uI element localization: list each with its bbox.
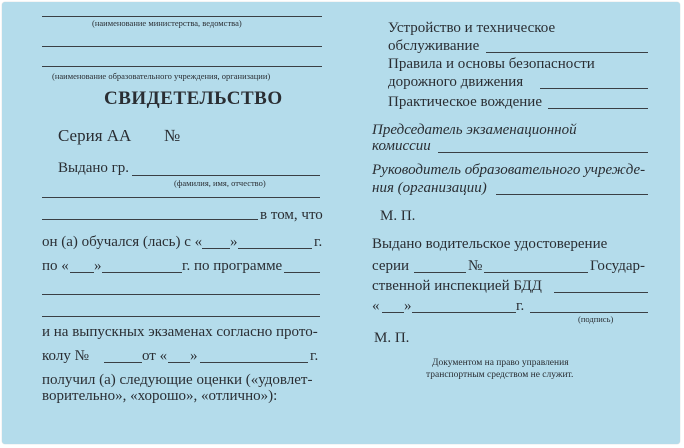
series-label: Серия АА xyxy=(58,126,132,145)
by-program-text: г. по программе xyxy=(182,258,283,274)
by-month-line xyxy=(102,272,182,273)
license-month-line xyxy=(412,312,516,313)
fio-line-2 xyxy=(42,197,320,198)
studied-from-text: он (а) обучался (лась) с « xyxy=(42,234,203,250)
state-text: Государ- xyxy=(590,258,646,274)
head-signature-line xyxy=(496,194,648,195)
protocol-month-line xyxy=(200,362,308,363)
institution-caption: (наименование образовательного учреждения, организации) xyxy=(52,71,271,81)
rules-subject-2: дорожного движения xyxy=(388,74,524,90)
inspection-line xyxy=(554,292,648,293)
by-from-text: по « xyxy=(42,258,69,274)
by-day-line xyxy=(70,272,94,273)
studied-month-line xyxy=(238,248,312,249)
rules-subject-1: Правила и основы безопасности xyxy=(388,56,595,72)
practical-grade-line xyxy=(548,108,648,109)
number-sign: № xyxy=(164,126,181,145)
signature-line xyxy=(530,312,648,313)
license-date-open: « xyxy=(372,298,380,314)
stamp-place-2: М. П. xyxy=(374,330,410,346)
grades-text-2: ворительно», «хорошо», «отлично»): xyxy=(42,388,278,404)
chairman-label-2: комиссии xyxy=(372,138,431,154)
document-title: СВИДЕТЕЛЬСТВО xyxy=(104,88,283,109)
device-grade-line xyxy=(486,52,648,53)
stamp-place-1: М. П. xyxy=(380,208,416,224)
note-line-2: транспортным средством не служит. xyxy=(426,370,574,380)
protocol-from-text: от « xyxy=(142,348,168,364)
rules-grade-line xyxy=(540,88,648,89)
program-line-2 xyxy=(42,294,320,295)
issued-to-label: Выдано гр. xyxy=(58,160,130,176)
license-number-sign: № xyxy=(468,258,483,274)
chairman-label-1: Председатель экзаменационной xyxy=(372,122,577,138)
license-date-year: г. xyxy=(516,298,525,314)
license-date-mid: » xyxy=(404,298,412,314)
ministry-line xyxy=(42,16,322,17)
ministry-caption: (наименование министерства, ведомства) xyxy=(92,18,242,28)
license-series-line xyxy=(414,272,466,273)
fio-line xyxy=(132,175,320,176)
protocol-day-line xyxy=(168,362,190,363)
inspection-text: ственной инспекцией БДД xyxy=(372,278,542,294)
device-subject-2: обслуживание xyxy=(388,38,480,54)
practical-subject: Практическое вождение xyxy=(388,94,542,110)
studied-year: г. xyxy=(314,234,323,250)
institution-line-2 xyxy=(42,66,322,67)
in-that-text: в том, что xyxy=(260,207,323,223)
protocol-number-text: колу № xyxy=(42,348,89,364)
license-number-line xyxy=(484,272,588,273)
signature-caption: (подпись) xyxy=(578,314,614,324)
fio-caption: (фамилия, имя, отчество) xyxy=(174,178,266,188)
license-series-label: серии xyxy=(372,258,410,274)
fio-line-3 xyxy=(42,219,258,220)
program-line xyxy=(284,272,320,273)
institution-line-1 xyxy=(42,46,322,47)
license-issued-text: Выдано водительское удостоверение xyxy=(372,236,608,252)
grades-text-1: получил (а) следующие оценки («удовлет- xyxy=(42,372,313,388)
note-line-1: Документом на право управления xyxy=(432,358,569,368)
certificate-card xyxy=(2,2,680,444)
protocol-number-line xyxy=(104,362,142,363)
head-label-1: Руководитель образовательного учрежде- xyxy=(372,162,646,178)
protocol-year: г. xyxy=(310,348,319,364)
license-day-line xyxy=(382,312,404,313)
head-label-2: ния (организации) xyxy=(372,180,487,196)
device-subject-1: Устройство и техническое xyxy=(388,20,556,36)
studied-quote: » xyxy=(230,234,238,250)
chairman-signature-line xyxy=(438,152,648,153)
studied-day-line xyxy=(202,248,230,249)
program-line-3 xyxy=(42,316,320,317)
by-quote: » xyxy=(94,258,102,274)
exams-text: и на выпускных экзаменах согласно прото- xyxy=(42,324,318,340)
protocol-quote: » xyxy=(190,348,198,364)
